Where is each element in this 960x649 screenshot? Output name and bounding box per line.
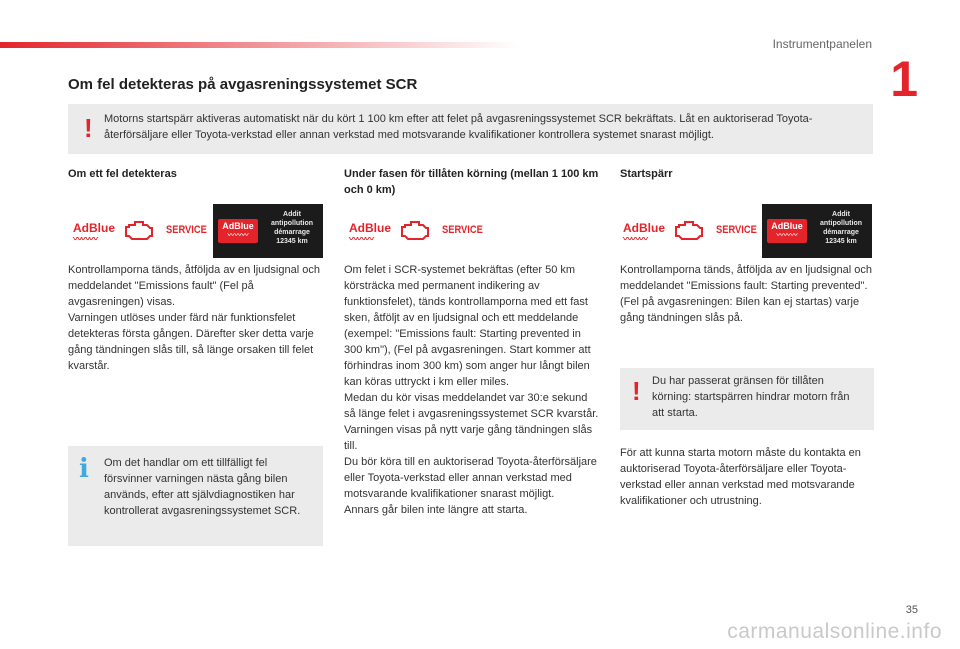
adblue-lamp-icon: AdBlue 〰〰〰 — [623, 221, 665, 244]
column-body: Om felet i SCR-systemet bekräftas (efter 50 km körsträcka med permanent indikering av funktionsfelet), tänds kontrollamporna med ett fast sken, åtföljt av en ljudsignal och ett meddelande (exempel: "Emissions fault: Starting prevented in 300 km"), (Fel på avgasreningen. Start kommer att förhindras inom 300 km) som anger hur långt bilen kan köras uttryckt i km eller miles. Medan du kör visas meddelandet var 30:e sekund så länge felet i avgasreningssystemet SCR kvarstår. Varningen visas på nytt varje gång tändningen slås till. Du bör köra till en auktoriserad Toyota-återförsäljare eller Toyota-verkstad eller annan verkstad med motsvarande kvalifikationer snarast möjligt. Annars går bilen inte längre att starta. — [344, 264, 599, 516]
chapter-title: Instrumentpanelen — [772, 37, 872, 51]
column-heading: Startspärr — [620, 168, 673, 180]
watermark: carmanualsonline.info — [727, 620, 942, 643]
dashboard-display — [213, 204, 323, 258]
column-start-prevented — [620, 166, 875, 182]
warning-lamps-group — [68, 204, 324, 258]
adblue-lamp-icon: AdBlue 〰〰〰 — [349, 221, 391, 244]
warning-icon: ! — [84, 113, 93, 143]
engine-icon — [399, 219, 431, 243]
warning-lamps-group — [344, 204, 600, 258]
dashboard-adblue-icon: AdBlue 〰〰〰 — [218, 219, 258, 243]
column-fault-detected — [68, 166, 323, 182]
column-body: Kontrollamporna tänds, åtföljda av en ljudsignal och meddelandet "Emissions fault: Starting prevented". (Fel på avgasreningen: Bilen kan ej startas) varje gång tändningen slås på. — [620, 264, 872, 324]
top-warning-text: Motorns startspärr aktiveras automatiskt när du kört 1 100 km efter att felet på avgasreningssystemet SCR bekräftats. Låt en auktoriserad Toyota-återförsäljare eller Toyota-verkstad eller annan verkstad med motsvarande kvalifikationer kontrollera systemet snarast möjligt. — [104, 113, 813, 141]
engine-icon — [673, 219, 705, 243]
start-warning-box — [620, 368, 874, 430]
column-body: Kontrollamporna tänds, åtföljda av en ljudsignal och meddelandet "Emissions fault" (Fel på avgasreningen) visas. Varningen utlöses under färd när funktionsfelet detekteras första gången. Därefter sker detta varje gång tändningen slås till, så länge orsaken till felet kvarstår. — [68, 264, 320, 372]
header-accent-bar — [0, 42, 520, 48]
dashboard-display — [762, 204, 872, 258]
start-warning-text: Du har passerat gränsen för tillåten körning: startspärren hindrar motorn från att starta. — [652, 375, 850, 419]
info-note-box — [68, 446, 323, 546]
page-title: Om fel detekteras på avgasreningssystemet SCR — [68, 76, 418, 93]
column-start-prevented-body — [620, 262, 875, 326]
dashboard-message: Addit antipollution démarrage 12345 km — [820, 211, 862, 245]
page-number: 35 — [905, 604, 918, 616]
chapter-number: 1 — [890, 51, 918, 107]
column-permitted-driving-body — [344, 262, 599, 518]
adblue-lamp-icon: AdBlue 〰〰〰 — [73, 221, 115, 244]
info-note-text: Om det handlar om ett tillfälligt fel försvinner varningen nästa gång bilen används, efter att självdiagnostiken har kontrollerat avgasreningssystemet SCR. — [104, 457, 301, 517]
service-lamp-icon: SERVICE — [442, 224, 483, 236]
dashboard-adblue-icon: AdBlue 〰〰〰 — [767, 219, 807, 243]
column-heading: Om ett fel detekteras — [68, 168, 177, 180]
column-fault-detected-body — [68, 262, 323, 374]
column-permitted-driving — [344, 166, 599, 198]
service-lamp-icon: SERVICE — [716, 224, 757, 236]
warning-icon: ! — [632, 376, 641, 406]
service-lamp-icon: SERVICE — [166, 224, 207, 236]
dashboard-message: Addit antipollution démarrage 12345 km — [271, 211, 313, 245]
column-heading: Under fasen för tillåten körning (mellan 1 100 km och 0 km) — [344, 168, 599, 196]
contact-dealer-text: För att kunna starta motorn måste du kontakta en auktoriserad Toyota-återförsäljare eller Toyota-verkstad eller annan verkstad med motsvarande kvalifikationer och utrustning. — [620, 447, 861, 507]
top-warning-box — [68, 104, 873, 154]
engine-icon — [123, 219, 155, 243]
info-icon: i — [79, 454, 89, 484]
warning-lamps-group — [620, 204, 876, 258]
